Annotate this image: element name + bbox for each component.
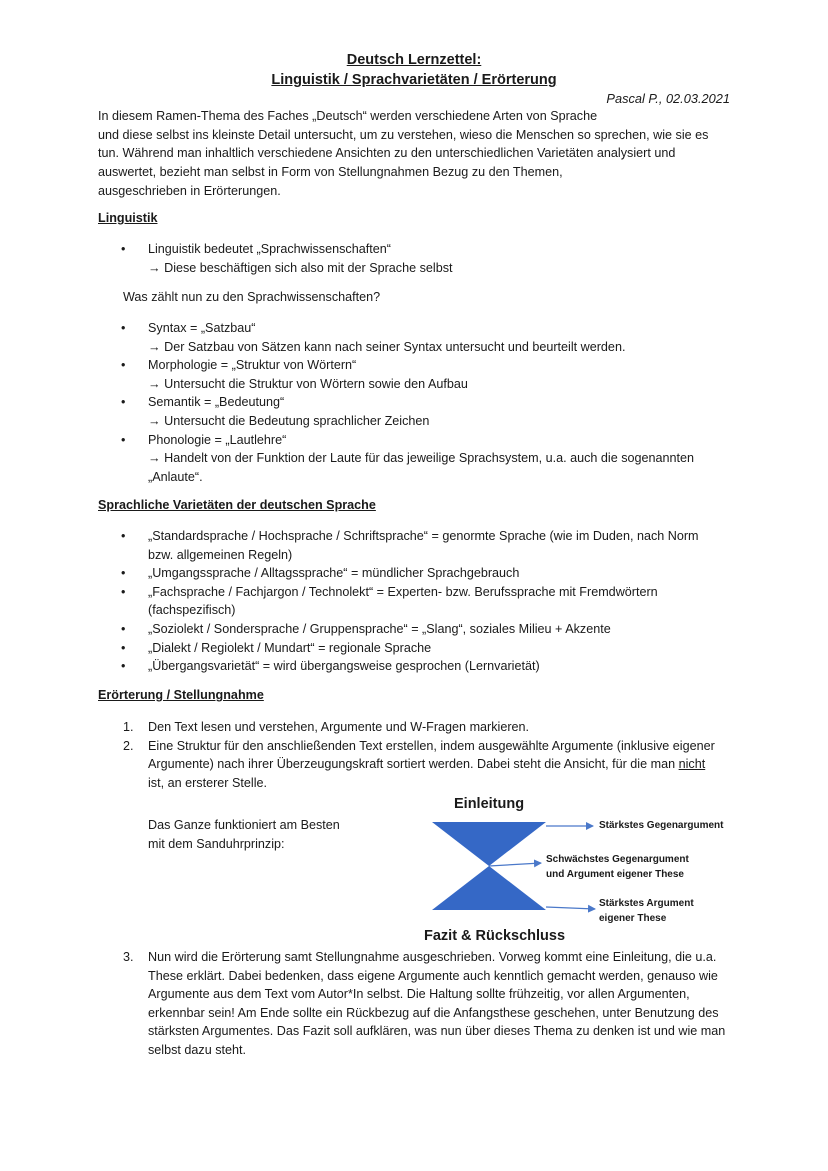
intro-line: In diesem Ramen-Thema des Faches „Deutsch“ werden verschiedene Arten von Sprache [98, 109, 598, 123]
section-heading-eroerterung: Erörterung / Stellungnahme [98, 688, 264, 702]
intro-line: auswertet, bezieht man selbst in Form von Stellungnahmen Bezug zu den Themen, [98, 165, 563, 180]
list-item-text: Eine Struktur für den anschließenden Text erstellen, indem ausgewählte Argumente (inklusive eigener [148, 738, 715, 753]
step-number: 2. [123, 738, 134, 753]
sandglass-text-line: mit dem Sanduhrprinzip: [148, 836, 285, 851]
bullet-icon: • [121, 432, 126, 447]
list-item-subtext: → Diese beschäftigen sich also mit der Sprache selbst [148, 260, 453, 275]
list-item-text: Semantik = „Bedeutung“ [148, 395, 285, 410]
sandglass-text-line: Das Ganze funktioniert am Besten [148, 818, 340, 832]
list-item-text: „Umgangssprache / Alltagssprache“ = mündlicher Sprachgebrauch [148, 566, 520, 581]
list-item-text: Den Text lesen und verstehen, Argumente und W-Fragen markieren. [148, 720, 530, 734]
bullet-icon: • [121, 321, 126, 335]
list-item-subtext: → Der Satzbau von Sätzen kann nach seiner Syntax untersucht und beurteilt werden. [148, 339, 626, 354]
bullet-icon: • [121, 529, 126, 543]
bullet-icon: • [121, 242, 126, 256]
list-item-subtext: (fachspezifisch) [148, 603, 236, 618]
list-item-subtext: bzw. allgemeinen Regeln) [148, 547, 293, 562]
arrow-strongest-argument [546, 907, 595, 909]
list-item-text: Syntax = „Satzbau“ [148, 321, 256, 335]
underlined-word: nicht [678, 757, 706, 772]
diagram-label-strongest-own [599, 896, 694, 926]
list-item-subtext: → Untersucht die Bedeutung sprachlicher Zeichen [148, 413, 430, 428]
list-item-text: Morphologie = „Struktur von Wörtern“ [148, 358, 357, 373]
list-item-text: Linguistik bedeutet „Sprachwissenschaften“ [148, 242, 391, 256]
bullet-icon: • [121, 358, 126, 373]
bullet-icon: • [121, 621, 126, 636]
bullet-icon: • [121, 659, 126, 674]
diagram-label-line: Stärkstes Argument [599, 898, 694, 909]
diagram-label-weakest [546, 852, 689, 882]
author-date: Pascal P., 02.03.2021 [606, 91, 730, 106]
diagram-label-line: eigener These [599, 913, 667, 924]
bullet-icon: • [121, 566, 126, 581]
list-item-text: ist, an ersterer Stelle. [148, 775, 267, 790]
list-item-text: „Soziolekt / Sondersprache / Gruppensprache“ = „Slang“, soziales Milieu + Akzente [148, 621, 611, 636]
list-item-text: „Fachsprache / Fachjargon / Technolekt“ = Experten- bzw. Berufssprache mit Fremdwörtern [148, 584, 658, 599]
bullet-icon: • [121, 395, 126, 410]
list-item-text: Argumente aus dem Text vom Autor*In selbst. Die Haltung sollte frühzeitig, vor allen Argumenten, [148, 987, 690, 1002]
intro-line: ausgeschrieben in Erörterungen. [98, 183, 281, 198]
list-item-subtext: → Handelt von der Funktion der Laute für das jeweilige Sprachsystem, u.a. auch die sogenannten [148, 451, 695, 466]
document-title: Deutsch Lernzettel: [346, 52, 482, 68]
diagram-label-line: Schwächstes Gegenargument [546, 854, 689, 865]
sandglass-bottom-triangle [432, 866, 546, 910]
linguistik-question: Was zählt nun zu den Sprachwissenschaften? [123, 290, 381, 304]
arrow-weakest-argument [489, 863, 541, 866]
list-item-text: These erklärt. Dabei bedenken, dass eigene Argumente auch kenntlich gemacht werden, genauso wie [148, 968, 718, 983]
list-item-text: selbst dazu steht. [148, 1042, 247, 1057]
step-number: 3. [123, 950, 134, 964]
list-item-text: erkennbar sein! Am Ende sollte ein Rückbezug auf die Anfangsthese geschehen, unter Benutzung des [148, 1005, 719, 1020]
section-heading-linguistik: Linguistik [98, 211, 158, 225]
list-item-subtext: „Anlaute“. [148, 469, 203, 484]
diagram-label-line: und Argument eigener These [546, 869, 684, 880]
list-item-text: „Standardsprache / Hochsprache / Schriftsprache“ = genormte Sprache (wie im Duden, nach Norm [148, 529, 699, 543]
diagram-label-einleitung: Einleitung [454, 796, 525, 812]
sandglass-top-triangle [432, 822, 546, 866]
diagram-label-fazit: Fazit & Rückschluss [424, 928, 566, 944]
list-item-subtext: → Untersucht die Struktur von Wörtern sowie den Aufbau [148, 376, 468, 391]
bullet-icon: • [121, 584, 126, 599]
list-item [98, 948, 738, 1060]
list-item-text: „Übergangsvarietät“ = wird übergangsweise gesprochen (Lernvarietät) [148, 659, 540, 674]
diagram-label-strongest-counterargument: Stärkstes Gegenargument [599, 820, 724, 831]
list-item-text-segment: Argumente) nach ihrer Überzeugungskraft sortiert werden. Dabei steht die Ansicht, für die man [148, 757, 679, 772]
list-item-text: stärksten Argumentes. Das Fazit soll aufklären, was nun über dieses Thema zu denken ist und wie man [148, 1024, 726, 1039]
intro-line: und diese selbst ins kleinste Detail untersucht, um zu verstehen, wieso die Menschen so sprechen, wie sie es [98, 127, 709, 142]
list-item-text: Nun wird die Erörterung samt Stellungnahme ausgeschrieben. Vorweg kommt eine Einleitung, die u.a. [148, 950, 717, 964]
list-item-text: „Dialekt / Regiolekt / Mundart“ = regionale Sprache [148, 640, 432, 655]
document-subtitle: Linguistik / Sprachvarietäten / Erörterung [271, 72, 557, 88]
eroerterung-step3-list [98, 948, 738, 1060]
step-number: 1. [123, 720, 134, 734]
list-item-text: Phonologie = „Lautlehre“ [148, 432, 287, 447]
bullet-icon: • [121, 640, 126, 655]
section-heading-varietaeten: Sprachliche Varietäten der deutschen Sprache [98, 498, 376, 512]
intro-line: tun. Während man inhaltlich verschiedene Ansichten zu den unterschiedlichen Varietäten analysiert und [98, 146, 676, 161]
